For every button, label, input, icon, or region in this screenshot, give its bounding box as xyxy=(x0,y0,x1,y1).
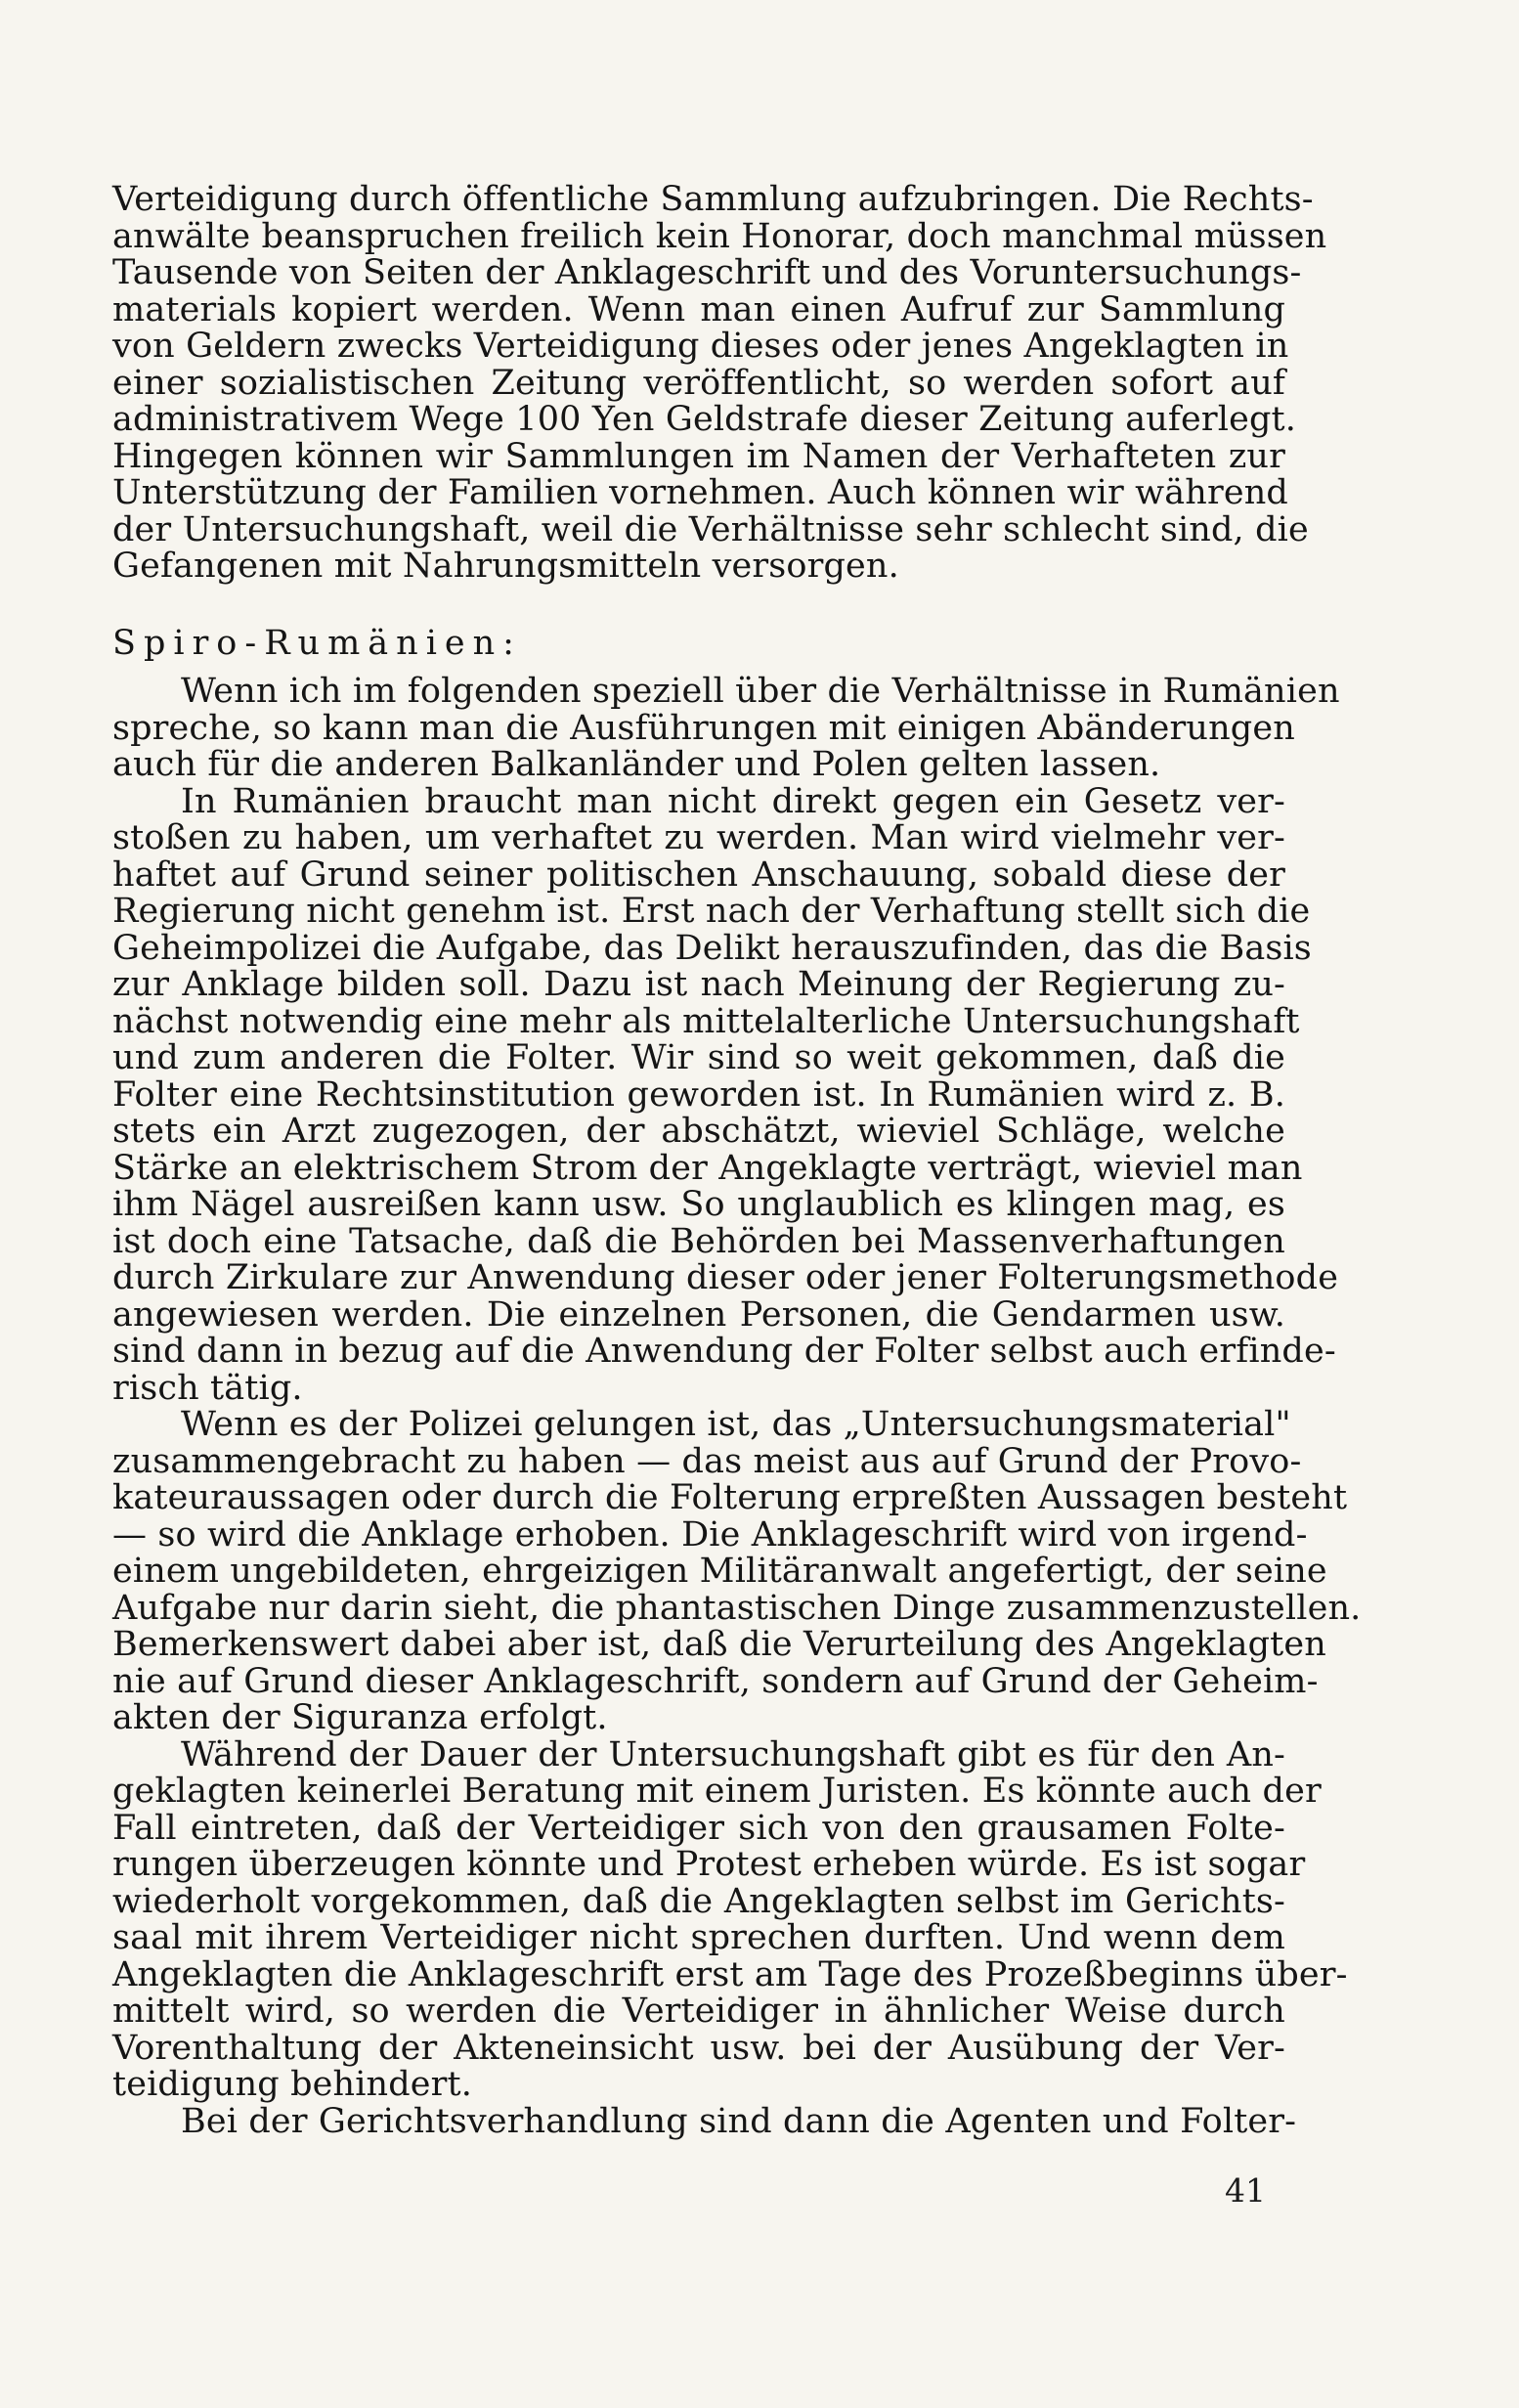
text-line: materials kopiert werden. Wenn man einen Aufruf zur Sammlung xyxy=(112,289,1285,329)
text-line: administrativem Wege 100 Yen Geldstrafe dieser Zeitung auferlegt. xyxy=(112,400,1297,439)
speaker-heading: Spiro-Rumänien: xyxy=(112,624,522,663)
text-line: saal mit ihrem Verteidiger nicht sprechen durften. Und wenn dem xyxy=(112,1918,1285,1957)
text-line: Während der Dauer der Untersuchungshaft gibt es für den An- xyxy=(181,1734,1285,1774)
text-line: Wenn es der Polizei gelungen ist, das „Untersuchungsmaterial" xyxy=(181,1405,1291,1444)
text-line: Wenn ich im folgenden speziell über die Verhältnisse in Rumänien xyxy=(181,672,1340,711)
text-line: — so wird die Anklage erhoben. Die Anklageschrift wird von irgend- xyxy=(112,1514,1308,1554)
speaker-section xyxy=(112,622,1362,2141)
text-line: Bei der Gerichtsverhandlung sind dann die Agenten und Folter- xyxy=(181,2101,1297,2141)
body-paragraph xyxy=(112,781,1339,1408)
body-paragraph xyxy=(112,1734,1348,2104)
text-line: auch für die anderen Balkanländer und Polen gelten lassen. xyxy=(112,745,1161,784)
text-line: rungen überzeugen könnte und Protest erheben würde. Es ist sogar xyxy=(112,1845,1306,1884)
text-line: In Rumänien braucht man nicht direkt gegen ein Gesetz ver- xyxy=(181,781,1285,821)
text-line: Hingegen können wir Sammlungen im Namen der Verhafteten zur xyxy=(112,436,1285,476)
text-line: kateuraussagen oder durch die Folterung erpreßten Aussagen besteht xyxy=(112,1478,1348,1517)
text-line: Tausende von Seiten der Anklageschrift und des Voruntersuchungs- xyxy=(112,253,1302,292)
text-line: stets ein Arzt zugezogen, der abschätzt, wieviel Schläge, welche xyxy=(112,1112,1285,1151)
text-line: Angeklagten die Anklageschrift erst am Tage des Prozeßbeginns über- xyxy=(112,1954,1348,1994)
text-line: mittelt wird, so werden die Verteidiger in ähnlicher Weise durch xyxy=(112,1992,1285,2031)
text-line: Unterstützung der Familien vornehmen. Auch können wir während xyxy=(112,473,1288,512)
text-line: von Geldern zwecks Verteidigung dieses oder jenes Angeklagten in xyxy=(112,327,1289,366)
page-number: 41 xyxy=(1225,2171,1266,2210)
text-line: Aufgabe nur darin sieht, die phantastischen Dinge zusammenzustellen. xyxy=(112,1588,1362,1628)
text-line: wiederholt vorgekommen, daß die Angeklagten selbst im Gerichts- xyxy=(112,1881,1285,1921)
text-line: akten der Siguranza erfolgt. xyxy=(112,1698,608,1737)
opening-paragraph-text xyxy=(112,180,1327,586)
text-line: sind dann in bezug auf die Anwendung der Folter selbst auch erfinde- xyxy=(112,1332,1336,1371)
text-line: geklagten keinerlei Beratung mit einem Juristen. Es könnte auch der xyxy=(112,1772,1322,1811)
text-line: zur Anklage bilden soll. Dazu ist nach Meinung der Regierung zu- xyxy=(112,965,1285,1004)
text-line: haftet auf Grund seiner politischen Anschauung, sobald diese der xyxy=(112,854,1285,895)
text-line: Vorenthaltung der Akteneinsicht usw. bei der Ausübung der Ver- xyxy=(112,2028,1285,2068)
body-paragraph xyxy=(112,2101,1297,2141)
text-line: Bemerkenswert dabei aber ist, daß die Verurteilung des Angeklagten xyxy=(112,1625,1326,1664)
text-line: nächst notwendig eine mehr als mittelalterliche Untersuchungshaft xyxy=(112,1001,1300,1041)
text-line: angewiesen werden. Die einzelnen Personen, die Gendarmen usw. xyxy=(112,1294,1285,1335)
text-line: Geheimpolizei die Aufgabe, das Delikt herauszufinden, das die Basis xyxy=(112,928,1312,968)
text-line: nie auf Grund dieser Anklageschrift, sondern auf Grund der Geheim- xyxy=(112,1661,1319,1701)
text-line: Stärke an elektrischem Strom der Angeklagte verträgt, wieviel man xyxy=(112,1148,1303,1188)
text-line: und zum anderen die Folter. Wir sind so weit gekommen, daß die xyxy=(112,1038,1285,1077)
text-line: ist doch eine Tatsache, daß die Behörden bei Massenverhaftungen xyxy=(112,1221,1285,1261)
text-line: ihm Nägel ausreißen kann usw. So unglaublich es klingen mag, es xyxy=(112,1185,1285,1224)
text-line: spreche, so kann man die Ausführungen mit einigen Abänderungen xyxy=(112,708,1295,748)
text-line: zusammengebracht zu haben — das meist aus auf Grund der Provo- xyxy=(112,1441,1302,1481)
text-line: einer sozialistischen Zeitung veröffentlicht, so werden sofort auf xyxy=(112,363,1285,403)
text-line: der Untersuchungshaft, weil die Verhältnisse sehr schlecht sind, die xyxy=(112,509,1309,549)
body-paragraph xyxy=(112,672,1340,784)
text-line: teidigung behindert. xyxy=(112,2065,473,2104)
text-line: durch Zirkulare zur Anwendung dieser oder jener Folterungsmethode xyxy=(112,1258,1339,1297)
text-line: Gefangenen mit Nahrungsmitteln versorgen. xyxy=(112,547,899,586)
text-line: anwälte beanspruchen freilich kein Honorar, doch manchmal müssen xyxy=(112,216,1327,256)
text-line: Regierung nicht genehm ist. Erst nach der Verhaftung stellt sich die xyxy=(112,892,1311,931)
opening-paragraph xyxy=(112,180,1327,586)
text-line: Verteidigung durch öffentliche Sammlung aufzubringen. Die Rechts- xyxy=(112,180,1314,219)
text-line: einem ungebildeten, ehrgeizigen Militäranwalt angefertigt, der seine xyxy=(112,1552,1327,1591)
text-line: stoßen zu haben, um verhaftet zu werden. Man wird vielmehr ver- xyxy=(112,818,1285,857)
body-paragraph xyxy=(112,1405,1362,1737)
text-line: risch tätig. xyxy=(112,1368,303,1408)
text-line: Folter eine Rechtsinstitution geworden ist. In Rumänien wird z. B. xyxy=(112,1074,1285,1115)
text-line: Fall eintreten, daß der Verteidiger sich von den grausamen Folte- xyxy=(112,1808,1285,1848)
